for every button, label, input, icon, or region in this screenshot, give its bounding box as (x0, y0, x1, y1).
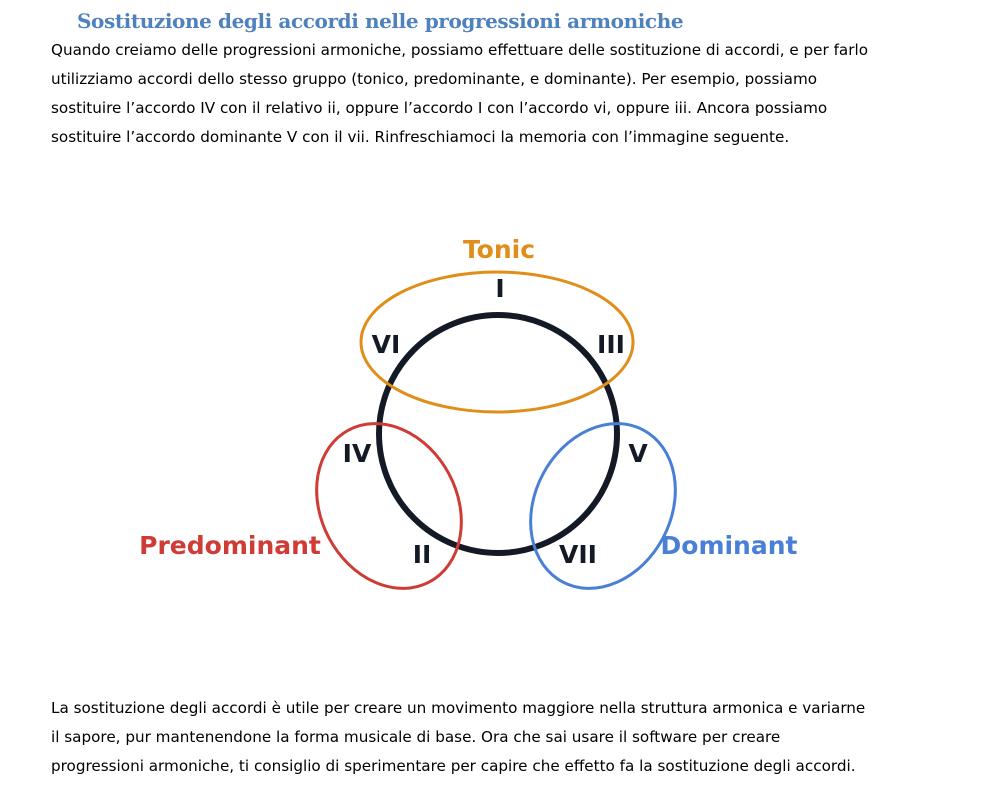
document-title: Sostituzione degli accordi nelle progressioni armoniche (77, 9, 684, 33)
closing-paragraph-line: il sapore, pur mantenendone la forma musicale di base. Ora che sai usare il software per creare (51, 728, 781, 746)
intro-paragraph-line: utilizziamo accordi dello stesso gruppo (tonico, predominante, e dominante). Per esempio, possiamo (51, 70, 818, 88)
chord-iv-label: IV (342, 439, 372, 468)
chord-ii-label: II (412, 540, 432, 569)
predominant-group-ellipse (289, 398, 490, 614)
intro-paragraph-line: sostituire l’accordo IV con il relativo ii, oppure l’accordo I con l’accordo vi, oppure iii. Ancora possiamo (51, 99, 828, 117)
closing-paragraph-line: progressioni armoniche, ti consiglio di sperimentare per capire che effetto fa la sostituzione degli accordi. (51, 757, 856, 775)
closing-paragraph-line: La sostituzione degli accordi è utile per creare un movimento maggiore nella struttura armonica e variarne (51, 699, 866, 717)
chord-vii-label: VII (559, 540, 597, 569)
intro-paragraph-line: sostituire l’accordo dominante V con il vii. Rinfreschiamoci la memoria con l’immagine seguente. (51, 128, 790, 146)
chord-vi-label: VI (371, 330, 401, 359)
chord-v-label: V (628, 439, 648, 468)
closing-paragraph (51, 694, 951, 781)
predominant-label: Predominant (139, 531, 321, 560)
chord-i-label: I (495, 274, 505, 303)
chord-iii-label: III (597, 330, 625, 359)
intro-paragraph-line: Quando creiamo delle progressioni armoniche, possiamo effettuare delle sostituzione di accordi, e per farlo (51, 41, 868, 59)
tonic-label: Tonic (462, 235, 536, 264)
dominant-label: Dominant (660, 531, 798, 560)
dominant-group-ellipse (503, 398, 704, 614)
